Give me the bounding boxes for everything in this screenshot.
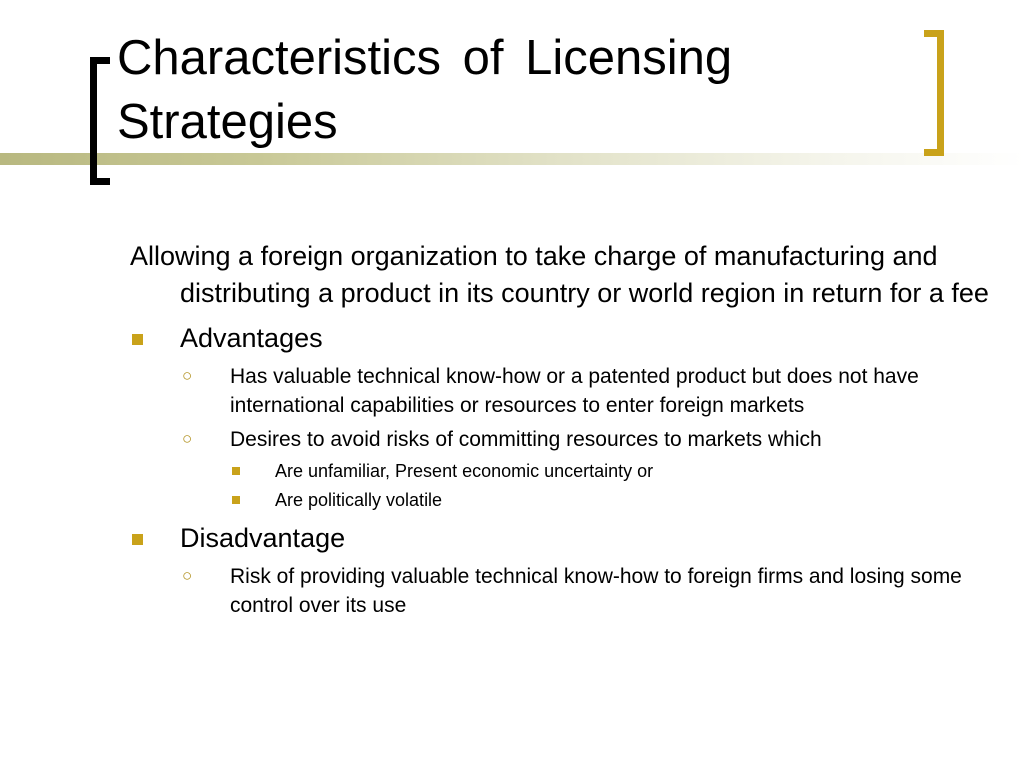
advantages-label: Advantages [180,323,323,353]
sub-list-item-text: Are unfamiliar, Present economic uncertainty or [275,461,654,481]
list-item-text: Risk of providing valuable technical know-how to foreign firms and losing some control over its use [230,565,962,617]
hollow-circle-bullet-icon: ○ [182,566,193,585]
intro-paragraph: Allowing a foreign organization to take charge of manufacturing and distributing a product in its country or world region in return for a fee [130,241,989,308]
hollow-circle-bullet-icon: ○ [182,366,193,385]
disadvantage-heading [130,520,990,557]
sub-list-item [130,488,990,512]
list-item [130,425,990,454]
list-item [130,562,990,620]
title-band [0,153,1024,165]
small-square-bullet-icon [232,496,240,504]
right-bracket-icon [924,30,944,156]
sub-list-item [130,459,990,483]
slide-title: Characteristics of Licensing Strategies [117,31,733,149]
list-item [130,362,990,420]
sub-list-item-text: Are politically volatile [275,490,443,510]
square-bullet-icon [132,534,143,545]
left-bracket-icon [90,57,110,185]
slide-body [130,238,990,620]
disadvantage-label: Disadvantage [180,523,346,553]
advantages-heading [130,320,990,357]
hollow-circle-bullet-icon: ○ [182,429,193,448]
square-bullet-icon [132,334,143,345]
list-item-text: Desires to avoid risks of committing resources to markets which [230,428,822,451]
list-item-text: Has valuable technical know-how or a patented product but does not have international capabilities or resources to enter foreign markets [230,365,919,417]
small-square-bullet-icon [232,467,240,475]
